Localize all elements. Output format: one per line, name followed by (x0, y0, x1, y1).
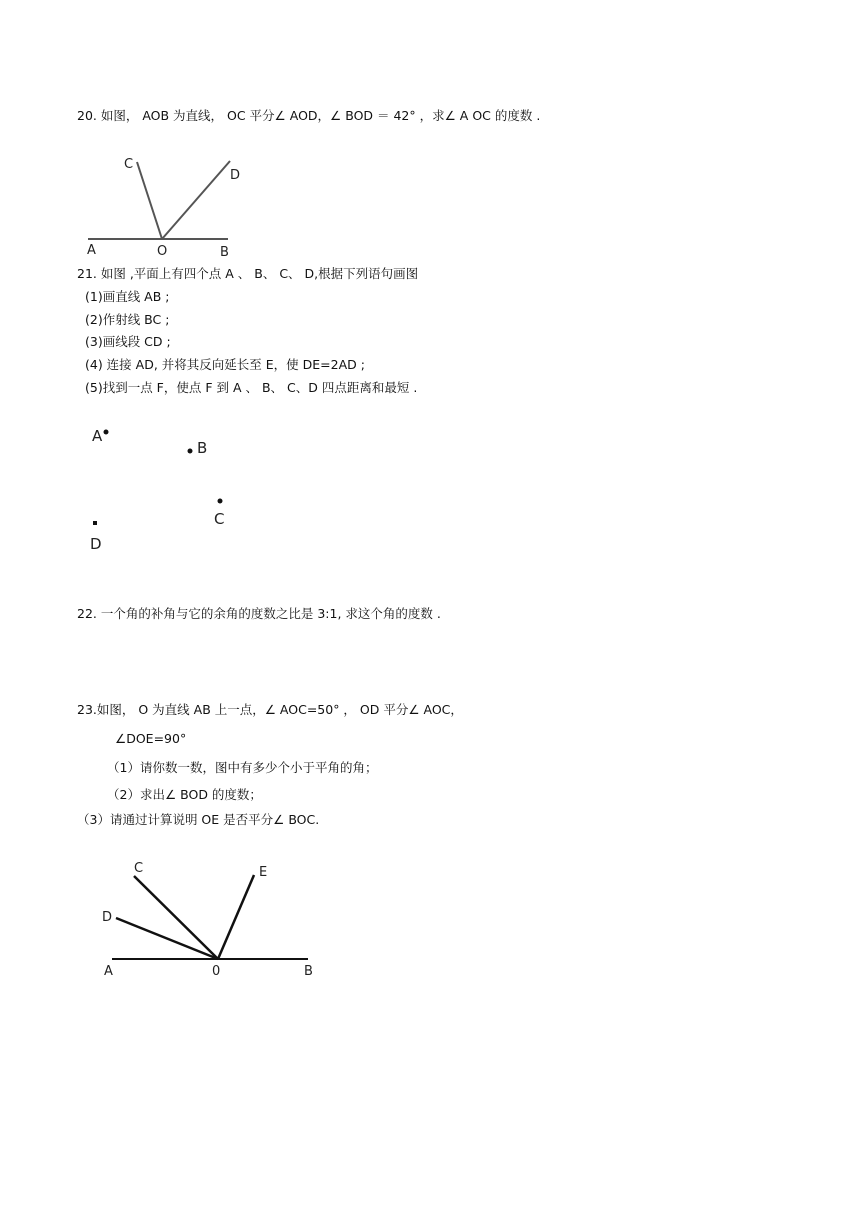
q23-label-a: A (104, 964, 113, 979)
q23-ray-oe (218, 875, 254, 959)
q21-point-b (188, 449, 193, 454)
q23-label-o: 0 (212, 964, 221, 979)
q21-item-2: (2)作射线 BC ; (85, 312, 170, 327)
q22-text: 22. 一个角的补角与它的余角的度数之比是 3:1, 求这个角的度数 . (77, 606, 441, 621)
q23-label-d: D (102, 910, 113, 925)
q21-point-c (218, 499, 223, 504)
q21-intro: 21. 如图 ,平面上有四个点 A 、 B、 C、 D,根据下列语句画图 (77, 266, 419, 281)
q23-label-b: B (304, 964, 313, 979)
q23-item-2: （2）求出∠ BOD 的度数； (107, 787, 262, 802)
q23-item-1: （1）请你数一数，图中有多少个小于平角的角； (107, 760, 378, 775)
q23-label-c: C (134, 861, 144, 876)
q20-text: 20. 如图， AOB 为直线， OC 平分∠ AOD，∠ BOD ＝ 42° ，求∠ A OC 的度数 . (77, 108, 541, 123)
q20-label-c: C (124, 157, 134, 172)
q23-given: ∠DOE=90° (115, 731, 187, 746)
q20-label-a: A (87, 243, 96, 258)
q20-ray-od (162, 161, 230, 239)
q21-item-1: (1)画直线 AB ; (85, 289, 170, 304)
q23-figure (98, 856, 338, 986)
q21-label-d: D (90, 535, 102, 553)
q20-label-b: B (220, 245, 229, 260)
q21-item-4: (4) 连接 AD, 并将其反向延长至 E，使 DE=2AD ; (85, 357, 365, 372)
q21-label-a: A (92, 427, 103, 445)
q20-figure (86, 150, 246, 260)
q21-item-5: (5)找到一点 F，使点 F 到 A 、 B、 C、D 四点距离和最短 . (85, 380, 418, 395)
q23-label-e: E (259, 865, 268, 880)
q20-label-o: O (157, 244, 168, 259)
q23-ray-od (116, 918, 218, 959)
q21-point-d (93, 521, 97, 525)
q20-label-d: D (230, 168, 241, 183)
q21-label-c: C (214, 510, 225, 528)
q21-item-3: (3)画线段 CD ; (85, 334, 171, 349)
q21-label-b: B (197, 439, 208, 457)
q23-intro: 23.如图， O 为直线 AB 上一点，∠ AOC=50° ， OD 平分∠ AOC， (77, 702, 463, 717)
q23-item-3: （3）请通过计算说明 OE 是否平分∠ BOC. (77, 812, 320, 827)
q21-figure (88, 420, 248, 560)
q23-ray-oc (134, 876, 218, 959)
q20-ray-oc (137, 162, 162, 239)
q21-point-a (104, 430, 109, 435)
